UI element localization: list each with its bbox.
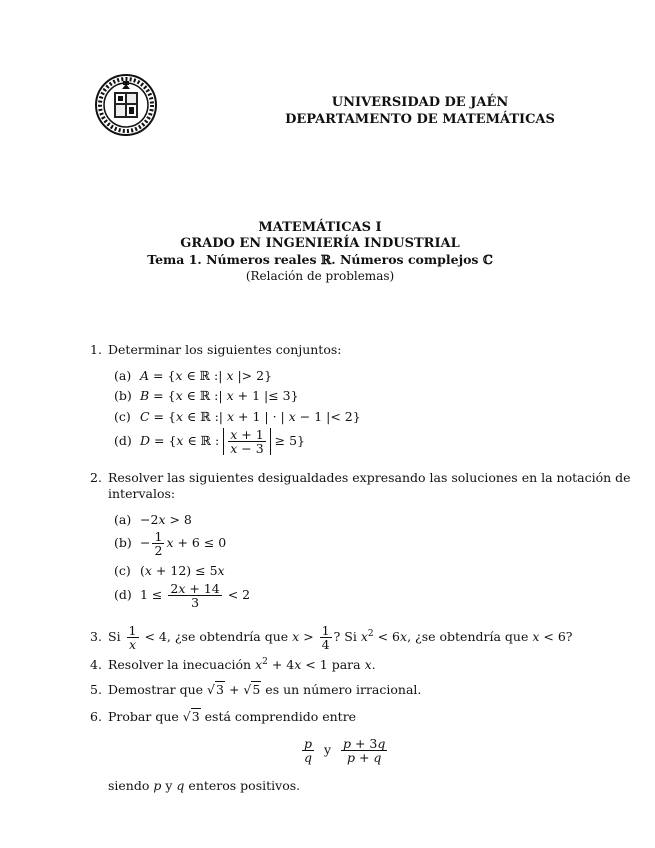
university-name: UNIVERSIDAD DE JAÉN: [331, 95, 509, 110]
problem-1b: (b) B = {x ∈ ℝ :| x + 1 |≤ 3}: [114, 388, 299, 403]
problem-1-text: Determinar los siguientes conjuntos:: [108, 342, 342, 357]
problem-4-text: para: [331, 657, 361, 673]
problem-6: 6. Probar que √3 está comprendido entre: [90, 709, 357, 724]
header-block: [280, 94, 560, 128]
problem-6-text: está comprendido entre: [204, 709, 357, 724]
item-label: (b): [114, 388, 132, 403]
problem-3: 3. Si $\frac{1}{x}$ < 4, ¿se obtendría que x > $\frac{1}{4}$ ? Si $x^2 < 6x$, ¿se obtendría que x < 6?: [90, 623, 573, 653]
problem-6-text: Probar que: [108, 709, 179, 724]
item-label: (c): [114, 563, 131, 578]
course-title: MATEMÁTICAS I: [258, 220, 382, 235]
problem-2-text-line2: intervalos:: [108, 486, 176, 501]
problem-6-tail: siendo p y q enteros positivos.: [108, 778, 301, 793]
problem-number: 1.: [90, 342, 102, 357]
problem-3-text: ? Si: [333, 629, 357, 645]
problem-6-text: siendo: [108, 778, 150, 793]
topic-title: Tema 1. Números reales ℝ. Números complejos ℂ: [147, 252, 493, 267]
seal-graphic: [94, 73, 158, 137]
problem-5-text: es un número irracional.: [265, 682, 422, 697]
problem-number: 5.: [90, 682, 102, 697]
item-label: (a): [114, 368, 132, 383]
problem-number: 4.: [90, 657, 102, 673]
item-label: (a): [114, 512, 132, 527]
problem-4: 4. Resolver la inecuación $x^2 + 4x < 1$ para x.: [90, 657, 376, 673]
problem-3-text: , ¿se obtendría que: [407, 629, 529, 645]
title-block: [130, 220, 510, 284]
problem-1a: (a) A = {x ∈ ℝ :| x |> 2}: [114, 368, 273, 383]
item-label: (d): [114, 587, 132, 603]
problem-6-text: enteros positivos.: [188, 778, 301, 793]
problem-6-text: y: [323, 742, 332, 758]
subtitle: (Relación de problemas): [245, 269, 395, 283]
item-label: (c): [114, 409, 131, 424]
problem-3-text: ?: [565, 629, 573, 645]
problem-2a: (a) −2x > 8: [114, 512, 192, 527]
problem-number: 6.: [90, 709, 102, 724]
problem-1c: (c) C = {x ∈ ℝ :| x + 1 | · | x − 1 |< 2}: [114, 409, 361, 424]
problem-2c: (c) (x + 12) ≤ 5x: [114, 563, 225, 578]
problem-5: 5. Demostrar que √3 + √5 es un número irracional.: [90, 682, 422, 697]
problem-4-text: .: [371, 657, 376, 673]
item-label: (d): [114, 433, 132, 449]
problem-5-text: Demostrar que: [108, 682, 204, 697]
problem-6-text: y: [165, 778, 173, 793]
item-label: (b): [114, 535, 132, 551]
problem-4-text: Resolver la inecuación: [108, 657, 252, 673]
university-seal: [94, 73, 158, 137]
problem-1d: (d) D = {x ∈ ℝ : $\frac{x + 1}{x - 3}$ ≥ 5}: [114, 427, 305, 457]
problem-6-fractions: $\frac{p}{q}$ y $\frac{p + 3q}{p + q}$: [304, 736, 386, 766]
problem-2b: (b) − $\frac{1}{2}$ x + 6 ≤ 0: [114, 529, 227, 559]
department-name: DEPARTAMENTO DE MATEMÁTICAS: [285, 112, 555, 127]
problem-3-text: Si: [108, 629, 121, 645]
problem-2: [90, 470, 631, 502]
problem-number: 2.: [90, 470, 102, 485]
problem-2-text-line1: Resolver las siguientes desigualdades expresando las soluciones en la notación de: [108, 470, 631, 485]
set-a-expression: A: [140, 368, 150, 383]
problem-2d: (d) 1 ≤ $\frac{2x + 14}{3}$ < 2: [114, 581, 251, 611]
problem-number: 3.: [90, 629, 102, 645]
problem-1: [90, 342, 341, 357]
problem-3-text: < 4, ¿se obtendría que: [144, 629, 289, 645]
degree-title: GRADO EN INGENIERÍA INDUSTRIAL: [180, 236, 460, 251]
